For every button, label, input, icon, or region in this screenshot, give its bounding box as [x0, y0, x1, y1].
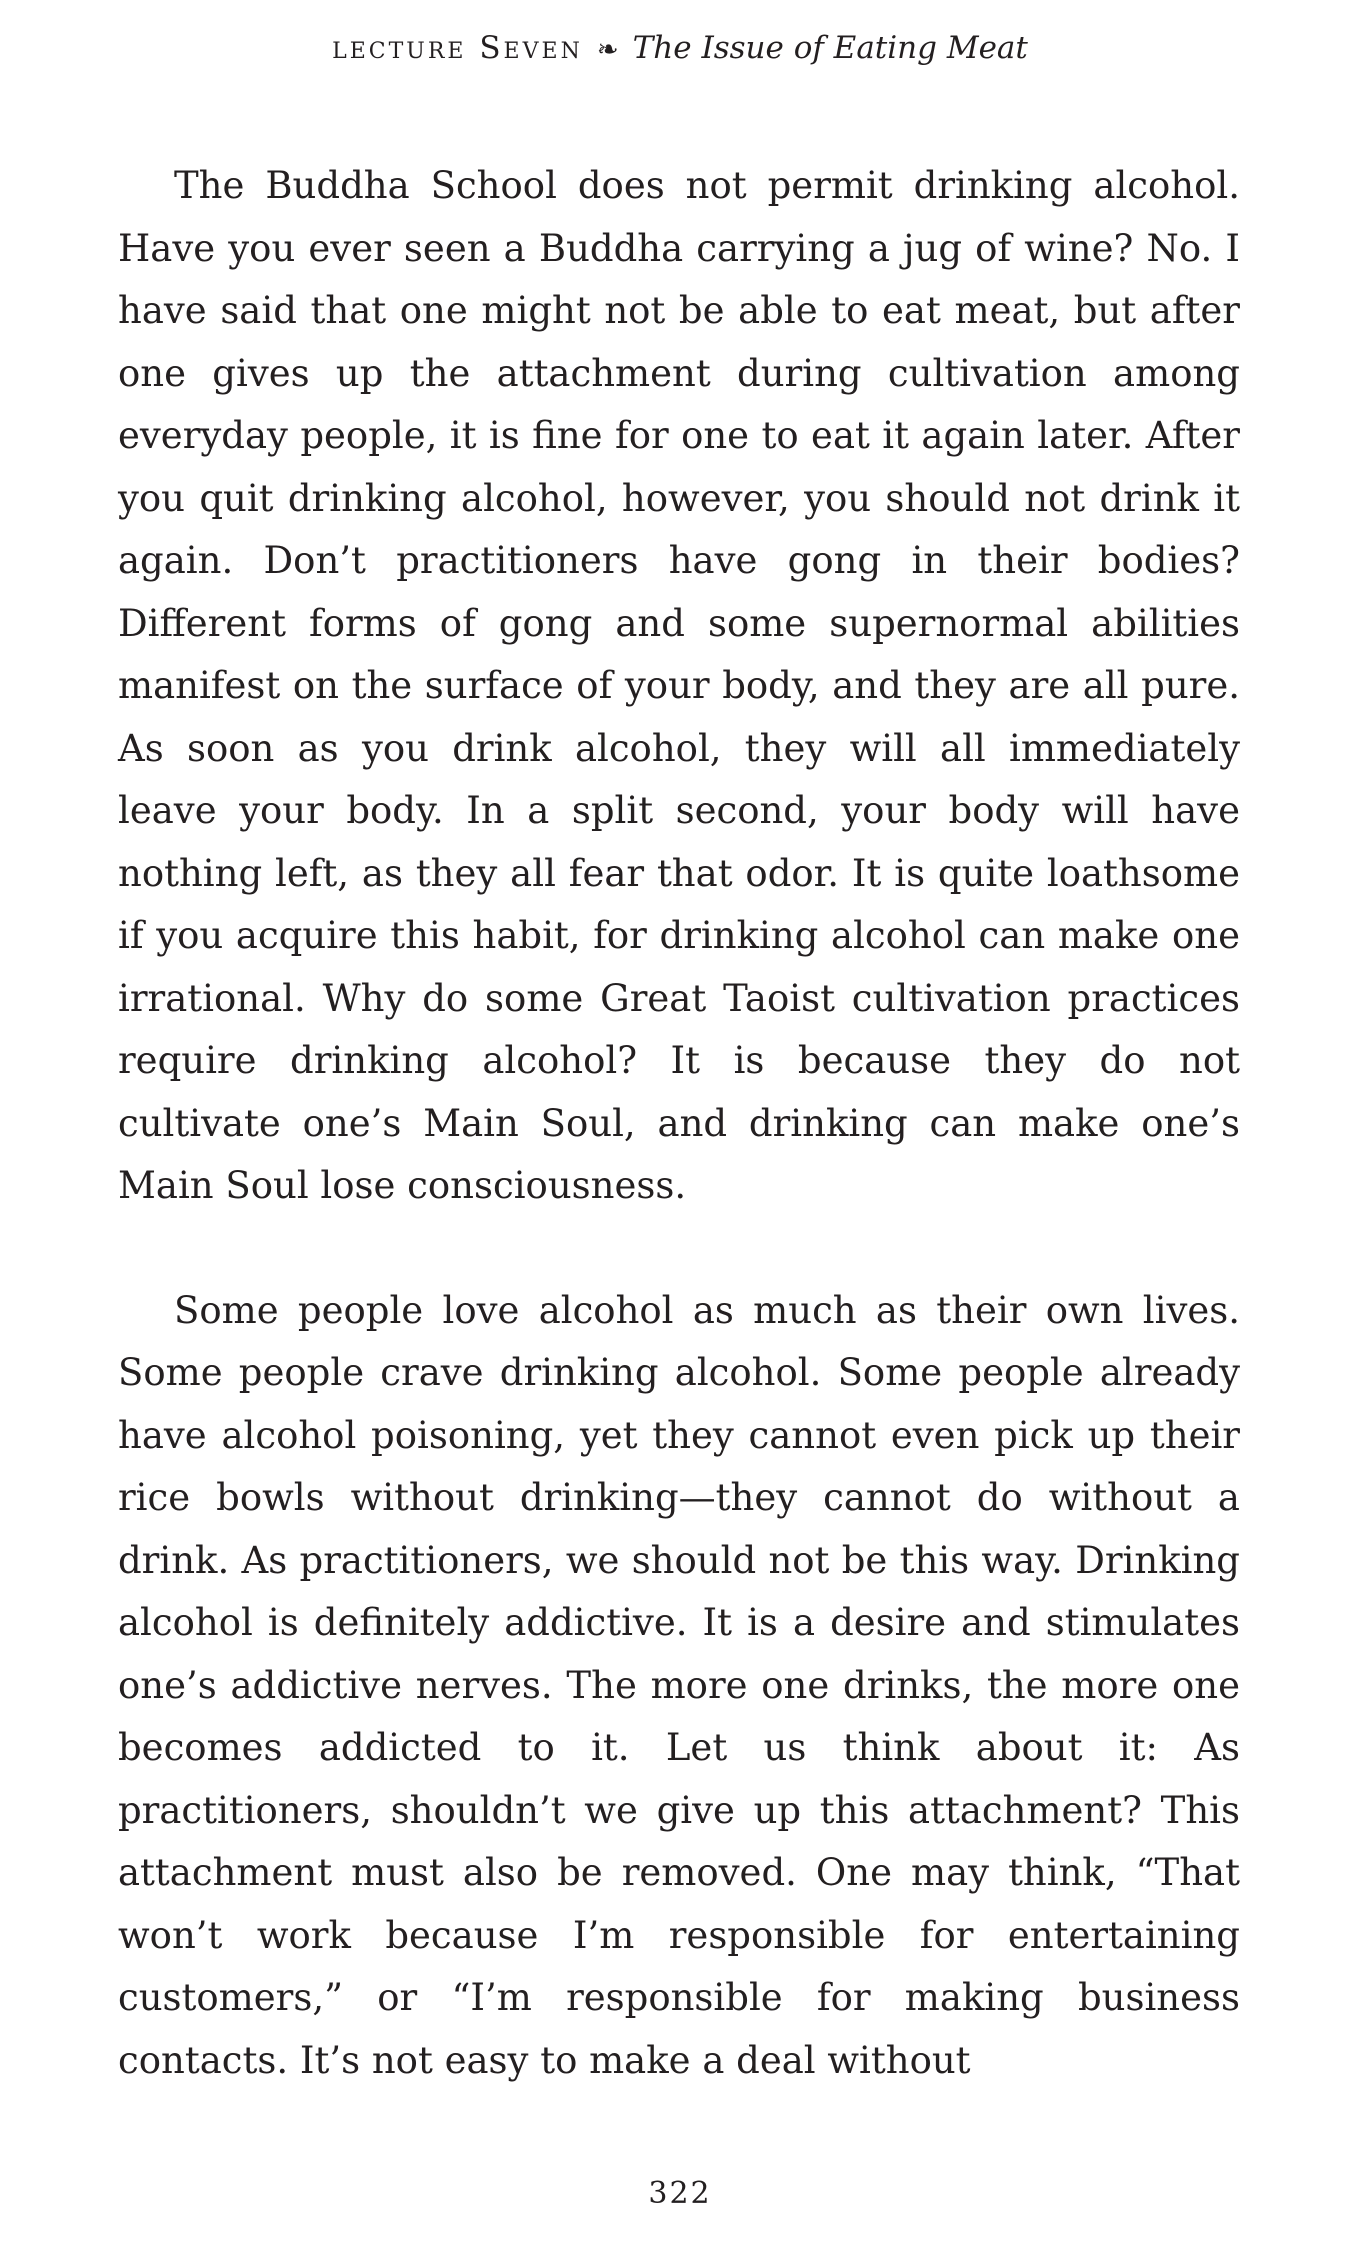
paragraph: Some people love alcohol as much as their own lives. Some people crave drinking alcohol. Some people already have alcohol poisoning, yet they cannot even pick up their rice bowls without drinking—they cannot do without a drink. As practitioners, we should not be this way. Drinking alcohol is definitely addictive. It is a desire and stimulates one’s addictive nerves. The more one drinks, the more one becomes addicted to it. Let us think about it: As practitioners, shouldn’t we give up this attachment? This attachment must also be removed. One may think, “That won’t work because I’m responsible for entertaining customers,” or “I’m responsible for making business contacts. It’s not easy to make a deal without — [118, 1288, 1240, 2082]
chapter-title: The Issue of Eating Meat — [632, 30, 1028, 66]
lecture-label: lecture Seven — [332, 30, 583, 66]
page-number: 322 — [648, 2176, 712, 2211]
fleuron-ornament-icon: ❧ — [596, 35, 619, 65]
paragraph: The Buddha School does not permit drinking alcohol. Have you ever seen a Buddha carrying a jug of wine? No. I have said that one might not be able to eat meat, but after one gives up the attachment during cultivation among everyday people, it is fine for one to eat it again later. After you quit drinking alcohol, however, you should not drink it again. Don’t practitioners have gong in their bodies? Different forms of gong and some supernormal abilities manifest on the surface of your body, and they are all pure. As soon as you drink alcohol, they will all immediately leave your body. In a split second, your body will have nothing left, as they all fear that odor. It is quite loathsome if you acquire this habit, for drinking alcohol can make one irrational. Why do some Great Taoist cultivation practices require drinking alcohol? It is because they do not cultivate one’s Main Soul, and drinking can make one’s Main Soul lose consciousness. — [118, 164, 1240, 1207]
body-text — [118, 155, 1240, 2092]
running-header — [0, 28, 1360, 70]
